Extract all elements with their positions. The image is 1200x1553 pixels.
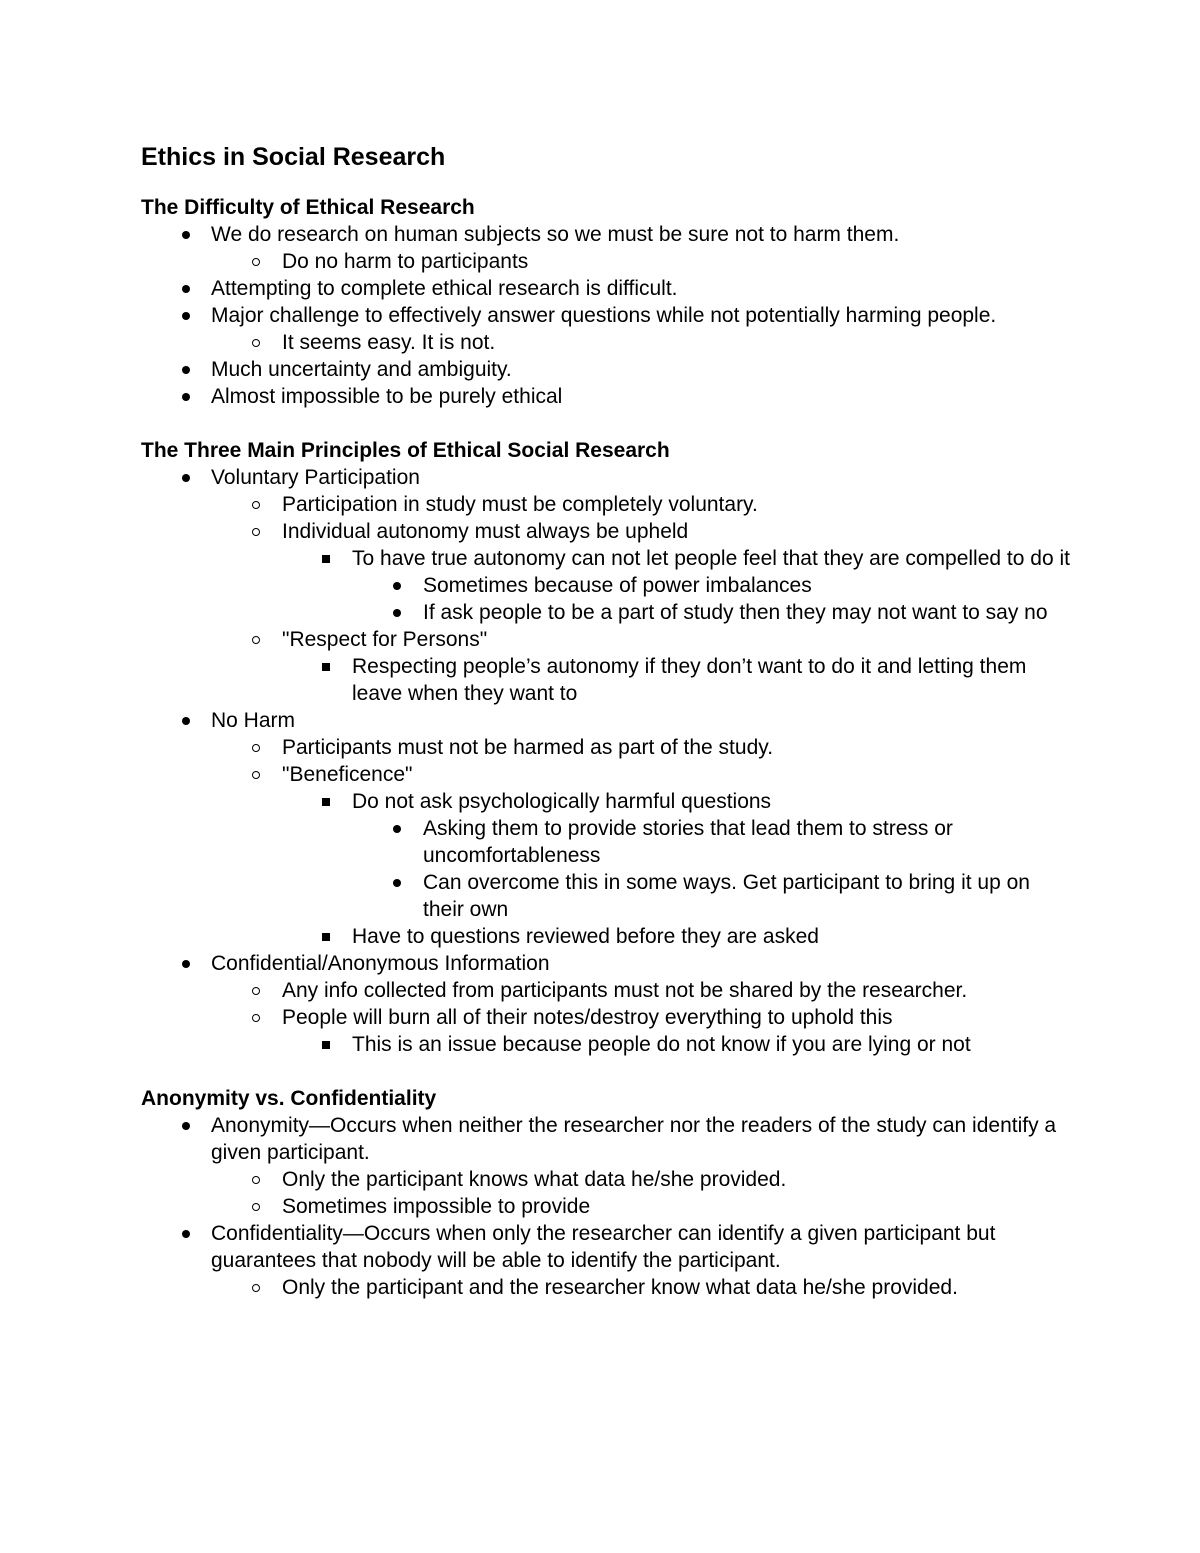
bullet-list	[141, 464, 1071, 1058]
list-item: "Beneficence"	[141, 761, 1071, 788]
list-item: To have true autonomy can not let people feel that they are compelled to do it	[141, 545, 1071, 572]
section-heading: The Three Main Principles of Ethical Social Research	[141, 439, 670, 462]
disc-bullet-icon	[393, 582, 401, 590]
list-item: Sometimes because of power imbalances	[141, 572, 1071, 599]
square-bullet-icon	[322, 555, 330, 563]
circle-bullet-icon	[252, 1203, 260, 1211]
section-heading: The Difficulty of Ethical Research	[141, 196, 475, 219]
disc-bullet-icon	[182, 312, 190, 320]
list-item: If ask people to be a part of study then they may not want to say no	[141, 599, 1071, 626]
circle-bullet-icon	[252, 987, 260, 995]
disc-bullet-icon	[182, 960, 190, 968]
list-item: Participants must not be harmed as part of the study.	[141, 734, 1071, 761]
list-item: Anonymity—Occurs when neither the researcher nor the readers of the study can identify a given participant.	[141, 1112, 1071, 1166]
list-item: Do not ask psychologically harmful questions	[141, 788, 1071, 815]
disc-bullet-icon	[182, 231, 190, 239]
list-item: This is an issue because people do not know if you are lying or not	[141, 1031, 1071, 1058]
list-item: Confidential/Anonymous Information	[141, 950, 1071, 977]
list-item: It seems easy. It is not.	[141, 329, 1071, 356]
square-bullet-icon	[322, 663, 330, 671]
circle-bullet-icon	[252, 771, 260, 779]
bullet-list	[141, 221, 1071, 410]
list-item: Major challenge to effectively answer questions while not potentially harming people.	[141, 302, 1071, 329]
disc-bullet-icon	[182, 1122, 190, 1130]
disc-bullet-icon	[182, 366, 190, 374]
disc-bullet-icon	[393, 609, 401, 617]
list-item: Any info collected from participants must not be shared by the researcher.	[141, 977, 1071, 1004]
circle-bullet-icon	[252, 744, 260, 752]
disc-bullet-icon	[182, 393, 190, 401]
list-item: Confidentiality—Occurs when only the researcher can identify a given participant but guarantees that nobody will be able to identify the participant.	[141, 1220, 1071, 1274]
list-item: We do research on human subjects so we must be sure not to harm them.	[141, 221, 1071, 248]
list-item: Much uncertainty and ambiguity.	[141, 356, 1071, 383]
circle-bullet-icon	[252, 258, 260, 266]
list-item: Only the participant and the researcher know what data he/she provided.	[141, 1274, 1071, 1301]
document-title: Ethics in Social Research	[141, 143, 446, 171]
circle-bullet-icon	[252, 1284, 260, 1292]
circle-bullet-icon	[252, 1014, 260, 1022]
square-bullet-icon	[322, 933, 330, 941]
list-item: Only the participant knows what data he/she provided.	[141, 1166, 1071, 1193]
list-item: No Harm	[141, 707, 1071, 734]
circle-bullet-icon	[252, 339, 260, 347]
list-item: Do no harm to participants	[141, 248, 1071, 275]
disc-bullet-icon	[182, 717, 190, 725]
list-item: Respecting people’s autonomy if they don’t want to do it and letting them leave when they want to	[141, 653, 1071, 707]
section-anonymity-confidentiality	[141, 1085, 1071, 1301]
disc-bullet-icon	[393, 825, 401, 833]
list-item: Attempting to complete ethical research is difficult.	[141, 275, 1071, 302]
circle-bullet-icon	[252, 528, 260, 536]
section-difficulty	[141, 194, 1071, 410]
disc-bullet-icon	[182, 285, 190, 293]
disc-bullet-icon	[182, 474, 190, 482]
document-page	[141, 138, 1071, 1328]
list-item: Participation in study must be completely voluntary.	[141, 491, 1071, 518]
list-item: Voluntary Participation	[141, 464, 1071, 491]
section-three-principles	[141, 437, 1071, 1058]
list-item: Individual autonomy must always be upheld	[141, 518, 1071, 545]
bullet-list	[141, 1112, 1071, 1301]
circle-bullet-icon	[252, 636, 260, 644]
list-item: Can overcome this in some ways. Get participant to bring it up on their own	[141, 869, 1071, 923]
list-item: "Respect for Persons"	[141, 626, 1071, 653]
circle-bullet-icon	[252, 1176, 260, 1184]
square-bullet-icon	[322, 1041, 330, 1049]
list-item: Sometimes impossible to provide	[141, 1193, 1071, 1220]
disc-bullet-icon	[182, 1230, 190, 1238]
list-item: Asking them to provide stories that lead them to stress or uncomfortableness	[141, 815, 1071, 869]
disc-bullet-icon	[393, 879, 401, 887]
list-item: Have to questions reviewed before they are asked	[141, 923, 1071, 950]
section-heading: Anonymity vs. Confidentiality	[141, 1087, 437, 1110]
list-item: People will burn all of their notes/destroy everything to uphold this	[141, 1004, 1071, 1031]
list-item: Almost impossible to be purely ethical	[141, 383, 1071, 410]
circle-bullet-icon	[252, 501, 260, 509]
square-bullet-icon	[322, 798, 330, 806]
